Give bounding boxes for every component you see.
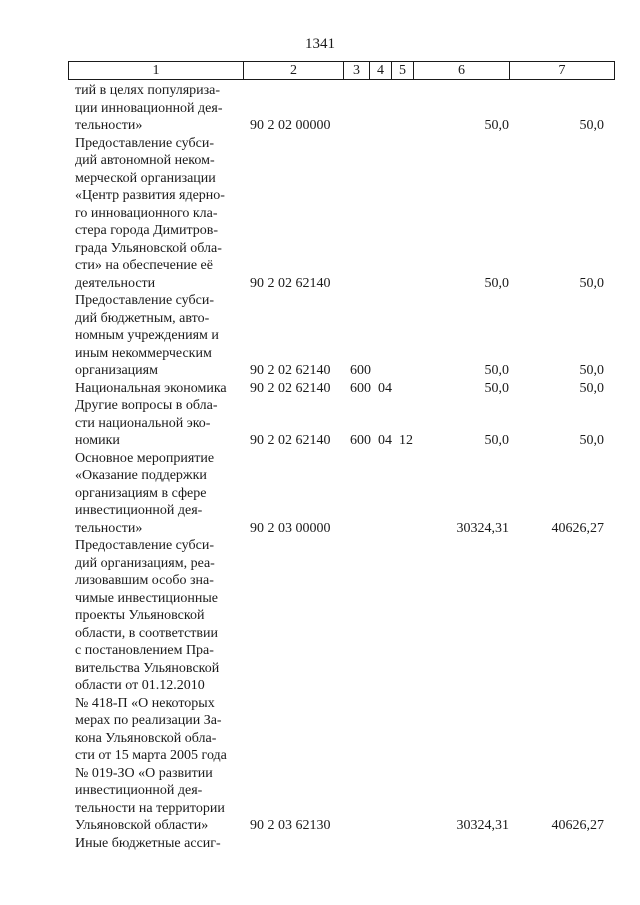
description-line: Национальная экономика xyxy=(75,380,227,396)
description-line: дий автономной неком- xyxy=(75,153,215,168)
description-line: Иные бюджетные ассиг- xyxy=(75,835,221,851)
description-line: мерческой организации xyxy=(75,170,216,186)
row-expense-type: 600 xyxy=(350,363,371,378)
row-amount-col7: 40626,27 xyxy=(551,520,604,536)
description-line: тий в целях популяриза- xyxy=(75,83,221,98)
row-description xyxy=(75,537,240,835)
row-description xyxy=(75,82,240,135)
table-row xyxy=(0,82,640,135)
table-row xyxy=(0,292,640,380)
description-line: дий организациям, реа- xyxy=(75,555,215,571)
row-description xyxy=(75,135,240,293)
row-code: 90 2 02 00000 xyxy=(250,118,331,133)
description-line: сти» на обеспечение её xyxy=(75,258,213,273)
description-line: области, в соответствии xyxy=(75,625,219,641)
description-line: вительства Ульяновской xyxy=(75,660,220,676)
description-line: сти национальной эко- xyxy=(75,415,211,431)
description-line: града Ульяновской обла- xyxy=(75,240,222,256)
row-code: 90 2 02 62140 xyxy=(250,380,331,396)
description-line: № 019-ЗО «О развитии xyxy=(75,765,213,781)
description-line: Ульяновской области» xyxy=(75,818,209,833)
row-amount-col6: 50,0 xyxy=(484,433,509,448)
table-row xyxy=(0,835,640,853)
description-line: го инновационного кла- xyxy=(75,205,218,221)
description-line: сти от 15 марта 2005 года xyxy=(75,748,227,763)
header-row xyxy=(69,62,615,80)
row-amount-col6: 50,0 xyxy=(484,118,509,133)
description-line: № 418-П «О некоторых xyxy=(75,695,215,711)
row-amount-col6: 50,0 xyxy=(484,363,509,378)
description-line: проекты Ульяновской xyxy=(75,608,205,623)
row-amount-col7: 50,0 xyxy=(579,380,604,396)
description-line: стера города Димитров- xyxy=(75,223,219,238)
table-row xyxy=(0,135,640,293)
row-code: 90 2 02 62140 xyxy=(250,433,331,448)
header-col-4: 4 xyxy=(370,62,392,80)
description-line: тельности на территории xyxy=(75,800,225,816)
row-amount-col7: 50,0 xyxy=(579,275,604,291)
header-col-5: 5 xyxy=(392,62,414,80)
description-line: инвестиционной дея- xyxy=(75,503,203,518)
table-row xyxy=(0,537,640,835)
description-line: чимые инвестиционные xyxy=(75,590,219,606)
description-line: номики xyxy=(75,433,120,448)
row-description xyxy=(75,397,240,450)
row-expense-type: 600 xyxy=(350,433,371,448)
description-line: организациям в сфере xyxy=(75,485,207,501)
description-line: тельности» xyxy=(75,118,143,133)
description-line: ции инновационной дея- xyxy=(75,100,223,116)
table-row xyxy=(0,380,640,398)
row-code: 90 2 03 62130 xyxy=(250,818,331,833)
row-amount-col7: 50,0 xyxy=(579,118,604,133)
table-row xyxy=(0,450,640,538)
row-expense-type: 600 xyxy=(350,380,371,396)
row-subsection: 12 xyxy=(399,433,413,448)
header-col-7: 7 xyxy=(510,62,615,80)
row-section: 04 xyxy=(378,433,392,448)
description-line: иным некоммерческим xyxy=(75,345,212,361)
row-amount-col6: 30324,31 xyxy=(456,818,509,833)
description-line: лизовавшим особо зна- xyxy=(75,573,214,588)
description-line: с постановлением Пра- xyxy=(75,643,214,658)
row-description xyxy=(75,292,240,380)
row-section: 04 xyxy=(378,380,392,396)
header-col-3: 3 xyxy=(344,62,370,80)
row-amount-col7: 40626,27 xyxy=(551,818,604,833)
description-line: деятельности xyxy=(75,275,156,291)
row-description xyxy=(75,450,240,538)
description-line: «Оказание поддержки xyxy=(75,468,207,483)
description-line: области от 01.12.2010 xyxy=(75,678,205,693)
table-body xyxy=(0,82,640,852)
description-line: Предоставление субси- xyxy=(75,293,214,308)
table-header xyxy=(68,61,615,80)
row-amount-col7: 50,0 xyxy=(579,433,604,448)
description-line: тельности» xyxy=(75,520,143,536)
description-line: Другие вопросы в обла- xyxy=(75,398,218,413)
description-line: инвестиционной дея- xyxy=(75,783,203,798)
page-number: 1341 xyxy=(305,36,335,52)
row-amount-col7: 50,0 xyxy=(579,363,604,378)
row-description xyxy=(75,835,240,853)
description-line: Основное мероприятие xyxy=(75,450,215,466)
header-col-2: 2 xyxy=(244,62,344,80)
row-amount-col6: 30324,31 xyxy=(456,520,509,536)
description-line: номным учреждениям и xyxy=(75,328,219,343)
header-col-1: 1 xyxy=(69,62,244,80)
table-row xyxy=(0,397,640,450)
row-description xyxy=(75,380,240,398)
description-line: Предоставление субси- xyxy=(75,538,214,553)
description-line: организациям xyxy=(75,363,158,378)
description-line: дий бюджетным, авто- xyxy=(75,310,210,326)
header-col-6: 6 xyxy=(414,62,510,80)
description-line: «Центр развития ядерно- xyxy=(75,188,225,203)
description-line: Предоставление субси- xyxy=(75,135,214,151)
row-amount-col6: 50,0 xyxy=(484,275,509,291)
row-code: 90 2 02 62140 xyxy=(250,363,331,378)
row-code: 90 2 03 00000 xyxy=(250,520,331,536)
description-line: кона Ульяновской обла- xyxy=(75,730,217,746)
description-line: мерах по реализации За- xyxy=(75,713,222,728)
row-code: 90 2 02 62140 xyxy=(250,275,331,291)
row-amount-col6: 50,0 xyxy=(484,380,509,396)
